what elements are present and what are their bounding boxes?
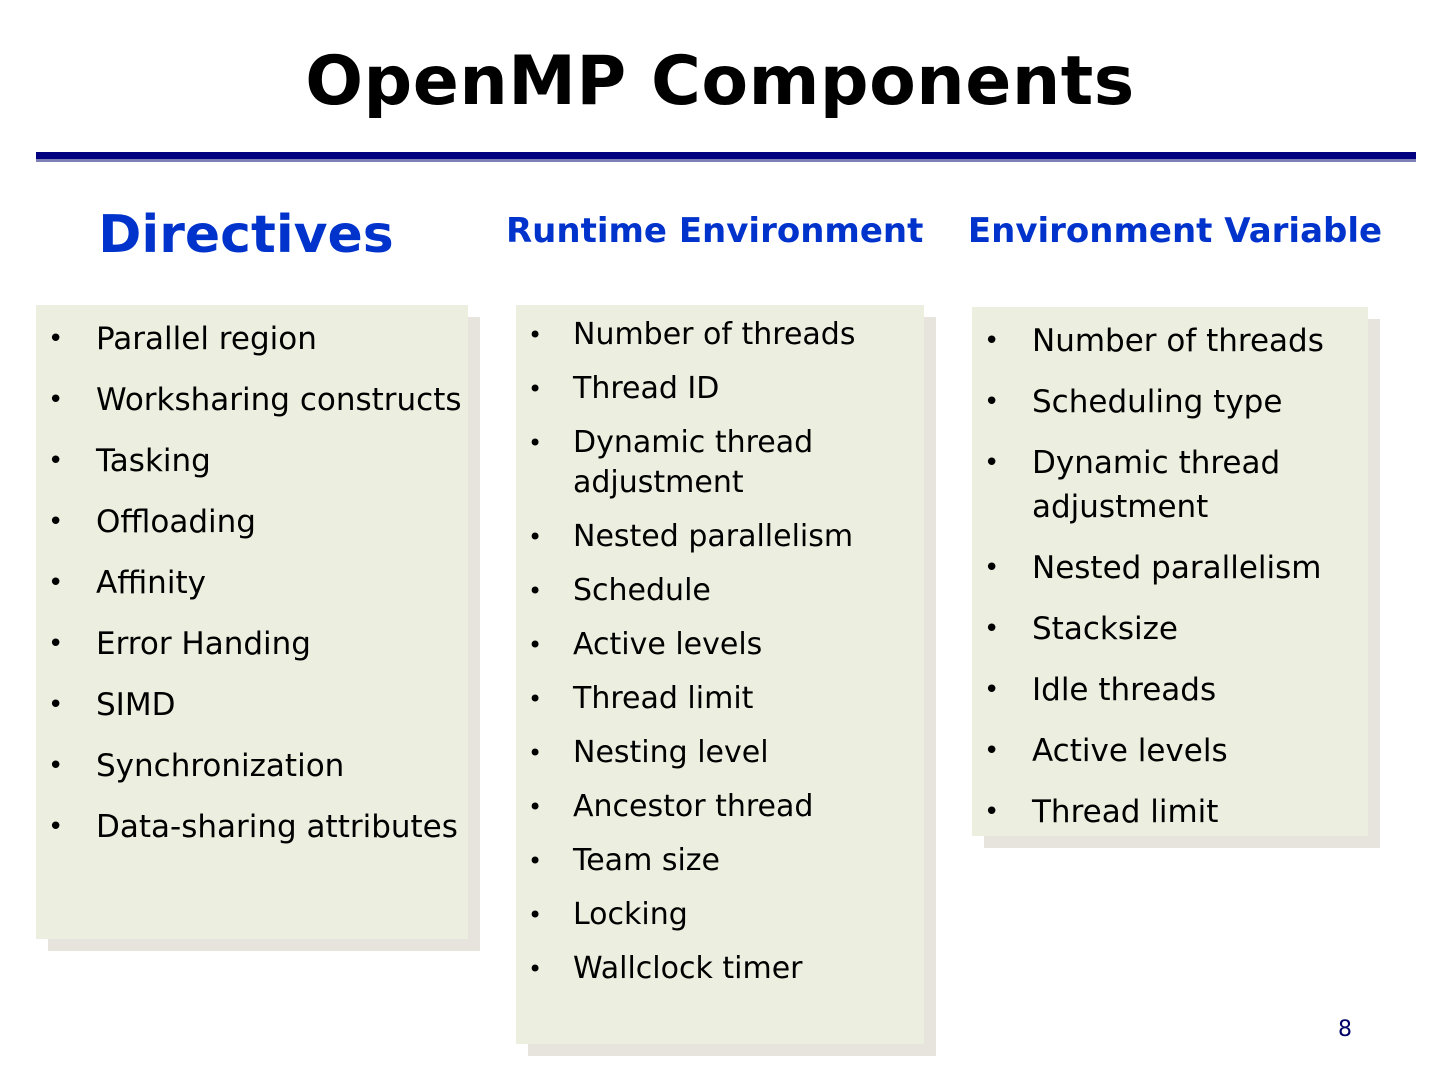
list-item: [528, 949, 924, 989]
list-item-text: Team size: [573, 843, 720, 878]
list-item-text: Schedule: [573, 573, 711, 608]
bullet-icon: •: [528, 577, 543, 605]
bullet-icon: •: [528, 523, 543, 551]
list-item-text: Synchronization: [96, 748, 345, 784]
list-item: [48, 500, 468, 544]
list-item-text: Thread limit: [573, 681, 754, 716]
page-number: 8: [1338, 1017, 1352, 1042]
list-item: [48, 561, 468, 605]
list-item: [528, 625, 924, 665]
list-item-text: Scheduling type: [1032, 384, 1283, 420]
bullet-icon: •: [984, 675, 1000, 705]
bullet-icon: •: [48, 324, 64, 354]
title-divider-shadow: [36, 159, 1416, 162]
bullet-icon: •: [528, 847, 543, 875]
bullet-icon: •: [48, 812, 64, 842]
list-item-text: Affinity: [96, 565, 206, 601]
list-item: [48, 744, 468, 788]
list-item: [528, 315, 924, 355]
list-item: [48, 805, 468, 849]
list-item-text: Wallclock timer: [573, 951, 803, 986]
list-item-text: Thread ID: [573, 371, 720, 406]
list-item-text: Nested parallelism: [1032, 550, 1322, 586]
bullet-icon: •: [984, 387, 1000, 417]
runtime-environment-list: [528, 315, 924, 989]
list-item: [528, 423, 924, 503]
directives-list: [48, 317, 468, 849]
bullet-icon: •: [528, 429, 543, 457]
list-item: [984, 546, 1368, 590]
list-item-text: Worksharing constructs: [96, 382, 462, 418]
bullet-icon: •: [528, 375, 543, 403]
bullet-icon: •: [48, 507, 64, 537]
list-item-text: Idle threads: [1032, 672, 1217, 708]
list-item-text: Dynamic thread adjustment: [573, 425, 814, 500]
list-item: [528, 571, 924, 611]
list-item: [48, 683, 468, 727]
list-item: [984, 729, 1368, 773]
list-item-text: Nested parallelism: [573, 519, 854, 554]
list-item-text: Data-sharing attributes: [96, 809, 458, 845]
environment-variable-list: [984, 319, 1368, 834]
column-heading-directives: Directives: [98, 205, 394, 265]
list-item: [984, 441, 1368, 529]
list-item-text: Dynamic thread adjustment: [1032, 445, 1281, 525]
bullet-icon: •: [528, 685, 543, 713]
column-heading-environment-variable: Environment Variable: [967, 211, 1383, 251]
bullet-icon: •: [984, 553, 1000, 583]
column-heading-runtime-environment: Runtime Environment: [506, 211, 924, 251]
list-item-text: Error Handing: [96, 626, 311, 662]
list-item-text: Ancestor thread: [573, 789, 814, 824]
bullet-icon: •: [528, 901, 543, 929]
bullet-icon: •: [984, 736, 1000, 766]
list-item: [48, 622, 468, 666]
bullet-icon: •: [984, 614, 1000, 644]
list-item: [48, 378, 468, 422]
list-item: [528, 895, 924, 935]
list-item: [984, 319, 1368, 363]
list-item: [528, 679, 924, 719]
runtime-environment-box: [516, 305, 924, 1044]
list-item: [48, 317, 468, 361]
bullet-icon: •: [528, 321, 543, 349]
bullet-icon: •: [528, 793, 543, 821]
bullet-icon: •: [48, 385, 64, 415]
bullet-icon: •: [528, 631, 543, 659]
bullet-icon: •: [48, 690, 64, 720]
list-item: [528, 517, 924, 557]
bullet-icon: •: [528, 955, 543, 983]
list-item-text: Nesting level: [573, 735, 769, 770]
list-item-text: Offloading: [96, 504, 256, 540]
list-item: [528, 369, 924, 409]
list-item: [48, 439, 468, 483]
list-item-text: Number of threads: [1032, 323, 1324, 359]
environment-variable-box: [972, 307, 1368, 836]
list-item-text: SIMD: [96, 687, 176, 723]
list-item-text: Stacksize: [1032, 611, 1178, 647]
list-item: [984, 607, 1368, 651]
bullet-icon: •: [48, 751, 64, 781]
directives-box: [36, 305, 468, 939]
list-item-text: Active levels: [1032, 733, 1228, 769]
list-item: [528, 841, 924, 881]
slide-title: OpenMP Components: [305, 42, 1135, 121]
list-item-text: Tasking: [96, 443, 211, 479]
title-divider: [36, 152, 1416, 159]
bullet-icon: •: [984, 797, 1000, 827]
bullet-icon: •: [984, 448, 1000, 478]
list-item: [528, 733, 924, 773]
list-item-text: Thread limit: [1032, 794, 1219, 830]
bullet-icon: •: [48, 446, 64, 476]
list-item: [984, 668, 1368, 712]
list-item-text: Number of threads: [573, 317, 856, 352]
list-item-text: Locking: [573, 897, 688, 932]
list-item: [984, 790, 1368, 834]
bullet-icon: •: [48, 568, 64, 598]
bullet-icon: •: [48, 629, 64, 659]
bullet-icon: •: [528, 739, 543, 767]
list-item-text: Active levels: [573, 627, 763, 662]
bullet-icon: •: [984, 326, 1000, 356]
list-item: [528, 787, 924, 827]
list-item: [984, 380, 1368, 424]
list-item-text: Parallel region: [96, 321, 317, 357]
